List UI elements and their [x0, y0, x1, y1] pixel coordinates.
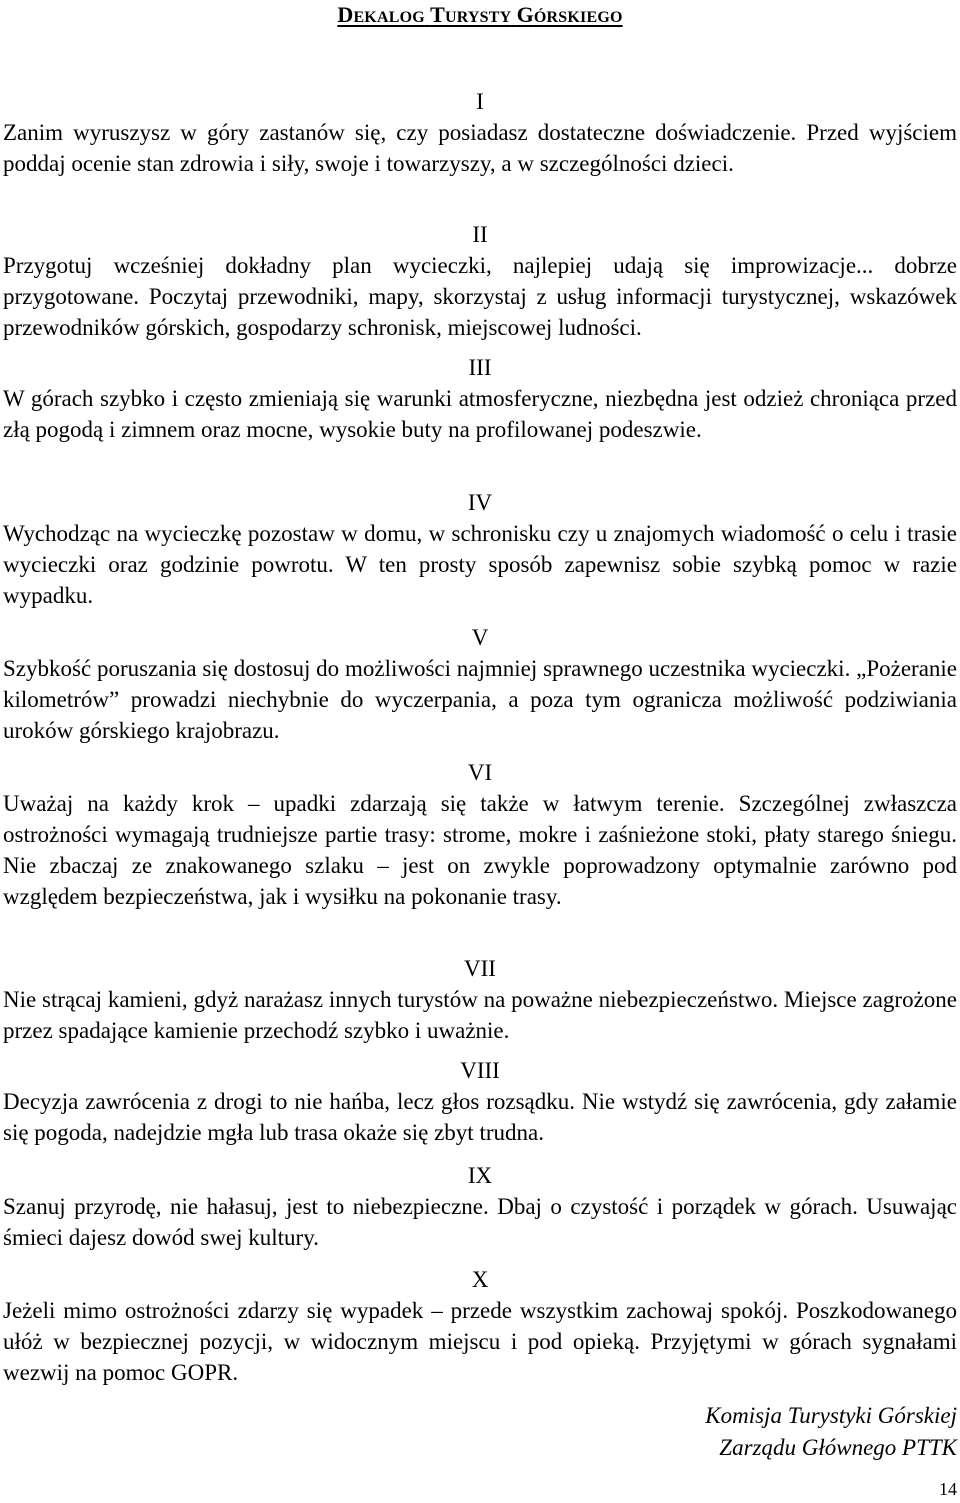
- commandment-numeral: III: [468, 355, 492, 380]
- commandment-3: [3, 352, 957, 445]
- commandment-6: [3, 757, 957, 912]
- commandment-text: Zanim wyruszysz w góry zastanów się, czy posiadasz dostateczne doświadczenie. Przed wyjściem poddaj ocenie stan zdrowia i siły, swoje i towarzyszy, a w szczególności dzieci.: [3, 120, 957, 176]
- commandment-numeral: IV: [467, 490, 493, 515]
- commandment-text: Nie strącaj kamieni, gdyż narażasz innych turystów na poważne niebezpieczeństwo. Miejsce zagrożone przez spadające kamienie przechodź szybko i uważnie.: [3, 987, 957, 1043]
- commandment-numeral: V: [471, 625, 489, 650]
- signature-block: [705, 1400, 957, 1464]
- commandment-2: [3, 219, 957, 343]
- commandment-8: [3, 1055, 957, 1148]
- commandment-text: Uważaj na każdy krok – upadki zdarzają się także w łatwym terenie. Szczególnej zwłaszcza ostrożności wymagają trudniejsze partie trasy: strome, mokre i zaśnieżone stoki, płaty starego śniegu. Nie zbaczaj ze znakowanego szlaku – jest on zwykle poprowadzony optymalnie zarówno pod względem bezpieczeństwa, jak i wysiłku na pokonanie trasy.: [3, 791, 957, 909]
- signature-line-2: Zarządu Głównego PTTK: [719, 1435, 957, 1460]
- commandment-numeral: I: [476, 89, 484, 114]
- document-title-text: DEKALOG TURYSTY GÓRSKIEGO: [337, 2, 623, 27]
- commandment-numeral: II: [472, 222, 488, 247]
- commandment-9: [3, 1160, 957, 1253]
- document-title: [0, 2, 960, 28]
- commandment-text: Decyzja zawrócenia z drogi to nie hańba, lecz głos rozsądku. Nie wstydź się zawrócenia, gdy załamie się pogoda, nadejdzie mgła lub trasa okaże się zbyt trudna.: [3, 1089, 957, 1145]
- signature-line-1: Komisja Turystyki Górskiej: [705, 1403, 957, 1428]
- commandment-text: Wychodząc na wycieczkę pozostaw w domu, w schronisku czy u znajomych wiadomość o celu i trasie wycieczki oraz godzinie powrotu. W ten prosty sposób zapewnisz sobie szybką pomoc w razie wypadku.: [3, 521, 957, 608]
- commandment-4: [3, 487, 957, 611]
- commandment-numeral: VIII: [460, 1058, 500, 1083]
- commandment-text: Jeżeli mimo ostrożności zdarzy się wypadek – przede wszystkim zachowaj spokój. Poszkodowanego ułóż w bezpiecznej pozycji, w widocznym miejscu i pod opieką. Przyjętymi w górach sygnałami wezwij na pomoc GOPR.: [3, 1298, 957, 1385]
- commandment-1: [3, 86, 957, 179]
- commandment-10: [3, 1264, 957, 1388]
- commandment-text: W górach szybko i często zmieniają się warunki atmosferyczne, niezbędna jest odzież chroniąca przed złą pogodą i zimnem oraz mocne, wysokie buty na profilowanej podeszwie.: [3, 386, 957, 442]
- commandment-numeral: VII: [464, 956, 496, 981]
- commandment-5: [3, 622, 957, 746]
- commandment-numeral: VI: [467, 760, 493, 785]
- commandment-7: [3, 953, 957, 1046]
- commandment-text: Szanuj przyrodę, nie hałasuj, jest to niebezpieczne. Dbaj o czystość i porządek w górach. Usuwając śmieci dajesz dowód swej kultury.: [3, 1194, 957, 1250]
- page-number: 14: [939, 1479, 957, 1499]
- commandment-numeral: IX: [467, 1163, 493, 1188]
- commandment-text: Przygotuj wcześniej dokładny plan wycieczki, najlepiej udają się improwizacje... dobrze przygotowane. Poczytaj przewodniki, mapy, skorzystaj z usług informacji turystycznej, wskazówek przewodników górskich, gospodarzy schronisk, miejscowej ludności.: [3, 253, 957, 340]
- commandment-text: Szybkość poruszania się dostosuj do możliwości najmniej sprawnego uczestnika wycieczki. „Pożeranie kilometrów” prowadzi niechybnie do wyczerpania, a poza tym ogranicza możliwość podziwiania uroków górskiego krajobrazu.: [3, 656, 957, 743]
- commandment-numeral: X: [471, 1267, 489, 1292]
